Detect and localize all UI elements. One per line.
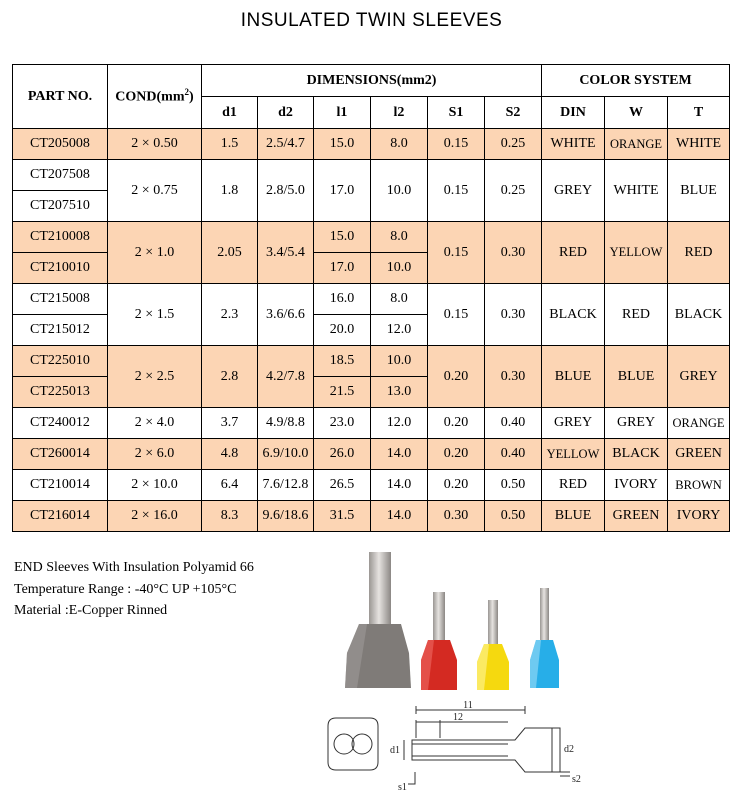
header-w: W [605, 97, 668, 129]
part-no-cell: CT205008 [13, 129, 108, 160]
part-no-cell: CT240012 [13, 408, 108, 439]
d1-cell: 1.8 [202, 160, 258, 222]
l2-cell: 14.0 [371, 439, 428, 470]
l1-cell: 15.0 [314, 222, 371, 253]
d1-cell: 3.7 [202, 408, 258, 439]
cond-cell: 2 × 4.0 [108, 408, 202, 439]
w-cell: GREY [605, 408, 668, 439]
d1-cell: 2.05 [202, 222, 258, 284]
w-cell: RED [605, 284, 668, 346]
l1-cell: 31.5 [314, 501, 371, 532]
header-l1: l1 [314, 97, 371, 129]
l1-cell: 17.0 [314, 253, 371, 284]
end-view-icon [328, 718, 378, 770]
t-cell: IVORY [668, 501, 730, 532]
d1-cell: 4.8 [202, 439, 258, 470]
t-cell: RED [668, 222, 730, 284]
part-no-cell: CT207508 [13, 160, 108, 191]
l1-cell: 15.0 [314, 129, 371, 160]
t-cell: BROWN [668, 470, 730, 501]
s1-cell: 0.15 [428, 160, 485, 222]
red-sleeve-icon [421, 592, 457, 690]
s2-cell: 0.50 [485, 501, 542, 532]
din-cell: YELLOW [542, 439, 605, 470]
s1-cell: 0.15 [428, 284, 485, 346]
s1-cell: 0.20 [428, 470, 485, 501]
d1-cell: 2.8 [202, 346, 258, 408]
d2-cell: 6.9/10.0 [258, 439, 314, 470]
d2-cell: 3.6/6.6 [258, 284, 314, 346]
d2-cell: 7.6/12.8 [258, 470, 314, 501]
l2-cell: 12.0 [371, 408, 428, 439]
s2-cell: 0.25 [485, 129, 542, 160]
l1-cell: 26.0 [314, 439, 371, 470]
header-part-no: PART NO. [13, 65, 108, 129]
d2-cell: 3.4/5.4 [258, 222, 314, 284]
table-row [13, 222, 730, 253]
l2-cell: 10.0 [371, 160, 428, 222]
table-row [13, 160, 730, 191]
header-l2: l2 [371, 97, 428, 129]
l1-cell: 21.5 [314, 377, 371, 408]
s1-cell: 0.20 [428, 346, 485, 408]
header-color-system: COLOR SYSTEM [542, 65, 730, 97]
w-cell: GREEN [605, 501, 668, 532]
part-no-cell: CT260014 [13, 439, 108, 470]
note-material: Material :E-Copper Rinned [14, 603, 168, 618]
l1-cell: 17.0 [314, 160, 371, 222]
d2-cell: 4.2/7.8 [258, 346, 314, 408]
part-no-cell: CT225013 [13, 377, 108, 408]
page-title: INSULATED TWIN SLEEVES [240, 10, 503, 31]
s1-cell: 0.20 [428, 439, 485, 470]
table-row [13, 439, 730, 470]
t-cell: BLUE [668, 160, 730, 222]
l1-cell: 23.0 [314, 408, 371, 439]
cond-cell: 2 × 6.0 [108, 439, 202, 470]
s2-cell: 0.30 [485, 222, 542, 284]
t-cell: GREEN [668, 439, 730, 470]
l1-cell: 26.5 [314, 470, 371, 501]
din-cell: BLUE [542, 501, 605, 532]
cond-cell: 2 × 0.50 [108, 129, 202, 160]
d1-cell: 2.3 [202, 284, 258, 346]
din-cell: WHITE [542, 129, 605, 160]
part-no-cell: CT210014 [13, 470, 108, 501]
w-cell: BLUE [605, 346, 668, 408]
s2-cell: 0.40 [485, 439, 542, 470]
d2-cell: 4.9/8.8 [258, 408, 314, 439]
l2-cell: 10.0 [371, 346, 428, 377]
table-row [13, 470, 730, 501]
d1-cell: 8.3 [202, 501, 258, 532]
s2-cell: 0.40 [485, 408, 542, 439]
din-cell: BLUE [542, 346, 605, 408]
header-s1: S1 [428, 97, 485, 129]
s1-cell: 0.15 [428, 222, 485, 284]
part-no-cell: CT216014 [13, 501, 108, 532]
header-d1: d1 [202, 97, 258, 129]
t-cell: WHITE [668, 129, 730, 160]
l2-cell: 14.0 [371, 470, 428, 501]
drawing-label-s1: s1 [398, 782, 407, 793]
w-cell: YELLOW [605, 222, 668, 284]
part-no-cell: CT215012 [13, 315, 108, 346]
l1-cell: 16.0 [314, 284, 371, 315]
table-row [13, 501, 730, 532]
drawing-label-d2: d2 [564, 744, 574, 755]
grey-sleeve-icon [345, 552, 411, 688]
w-cell: BLACK [605, 439, 668, 470]
l1-cell: 20.0 [314, 315, 371, 346]
note-temperature: Temperature Range : -40°C UP +105°C [14, 581, 237, 597]
spec-table [12, 64, 730, 532]
l2-cell: 8.0 [371, 129, 428, 160]
s2-cell: 0.25 [485, 160, 542, 222]
part-no-cell: CT225010 [13, 346, 108, 377]
part-no-cell: CT215008 [13, 284, 108, 315]
header-t: T [668, 97, 730, 129]
cond-cell: 2 × 1.5 [108, 284, 202, 346]
l1-cell: 18.5 [314, 346, 371, 377]
s1-cell: 0.20 [428, 408, 485, 439]
din-cell: RED [542, 470, 605, 501]
part-no-cell: CT207510 [13, 191, 108, 222]
table-row [13, 129, 730, 160]
l2-cell: 14.0 [371, 501, 428, 532]
t-cell: GREY [668, 346, 730, 408]
header-din: DIN [542, 97, 605, 129]
table-row [13, 346, 730, 377]
header-cond: $COND(mm^2)$ [108, 65, 202, 129]
w-cell: IVORY [605, 470, 668, 501]
s1-cell: 0.30 [428, 501, 485, 532]
d2-cell: 9.6/18.6 [258, 501, 314, 532]
drawing-label-s2: s2 [572, 774, 581, 785]
sleeves-product-photo [335, 548, 575, 698]
blue-sleeve-icon [530, 588, 559, 688]
d2-cell: 2.8/5.0 [258, 160, 314, 222]
s2-cell: 0.50 [485, 470, 542, 501]
l2-cell: 10.0 [371, 253, 428, 284]
t-cell: BLACK [668, 284, 730, 346]
yellow-sleeve-icon [477, 600, 509, 690]
note-insulation: END Sleeves With Insulation Polyamid 66 [14, 560, 254, 575]
din-cell: GREY [542, 160, 605, 222]
cond-cell: 2 × 16.0 [108, 501, 202, 532]
d1-cell: 1.5 [202, 129, 258, 160]
product-notes [14, 557, 254, 622]
drawing-label-l1: 11 [463, 700, 473, 711]
d1-cell: 6.4 [202, 470, 258, 501]
l2-cell: 8.0 [371, 222, 428, 253]
header-s2: S2 [485, 97, 542, 129]
w-cell: ORANGE [605, 129, 668, 160]
cond-cell: 2 × 0.75 [108, 160, 202, 222]
cond-cell: 2 × 1.0 [108, 222, 202, 284]
w-cell: WHITE [605, 160, 668, 222]
s1-cell: 0.15 [428, 129, 485, 160]
din-cell: BLACK [542, 284, 605, 346]
header-d2: d2 [258, 97, 314, 129]
l2-cell: 8.0 [371, 284, 428, 315]
cond-cell: 2 × 2.5 [108, 346, 202, 408]
cond-cell: 2 × 10.0 [108, 470, 202, 501]
din-cell: RED [542, 222, 605, 284]
table-row [13, 284, 730, 315]
part-no-cell: CT210008 [13, 222, 108, 253]
drawing-label-d1: d1 [390, 745, 400, 756]
dimension-drawing [320, 700, 590, 800]
l2-cell: 12.0 [371, 315, 428, 346]
t-cell: ORANGE [668, 408, 730, 439]
l2-cell: 13.0 [371, 377, 428, 408]
part-no-cell: CT210010 [13, 253, 108, 284]
din-cell: GREY [542, 408, 605, 439]
s2-cell: 0.30 [485, 284, 542, 346]
drawing-label-l2: 12 [453, 712, 463, 723]
header-dimensions: DIMENSIONS(mm2) [202, 65, 542, 97]
s2-cell: 0.30 [485, 346, 542, 408]
d2-cell: 2.5/4.7 [258, 129, 314, 160]
table-row [13, 408, 730, 439]
